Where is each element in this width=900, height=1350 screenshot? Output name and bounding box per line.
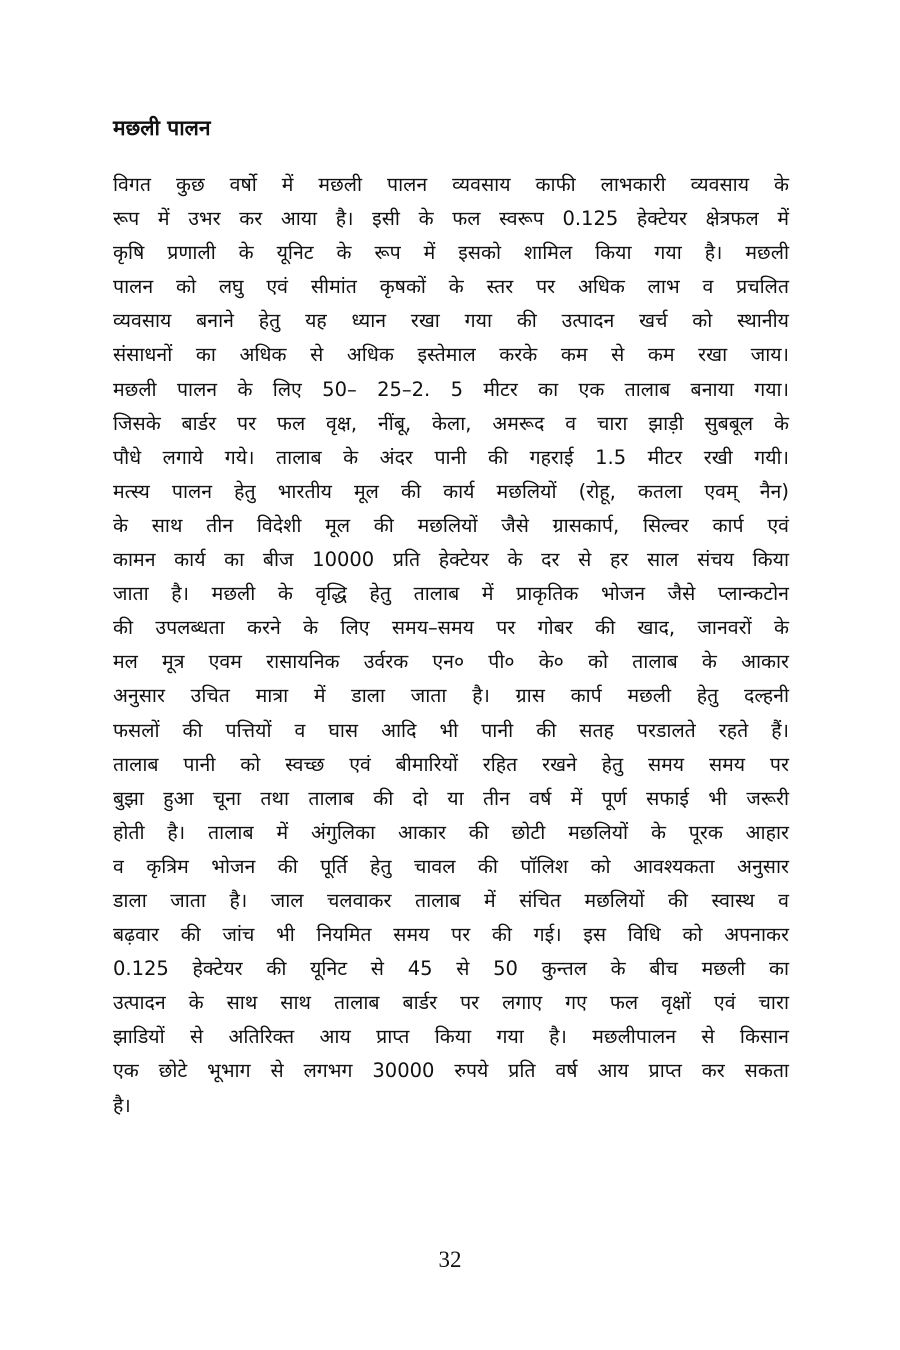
paragraph-line: संसाधनों का अधिक से अधिक इस्तेमाल करके कम से कम रखा जाय। [113, 343, 789, 367]
paragraph-line: उत्पादन के साथ साथ तालाब बार्डर पर लगाए गए फल वृक्षों एवं चारा [113, 991, 789, 1015]
paragraph-line: होती है। तालाब में अंगुलिका आकार की छोटी मछलियों के पूरक आहार [113, 820, 789, 844]
paragraph-line: के साथ तीन विदेशी मूल की मछलियों जैसे ग्रासकार्प, सिल्वर कार्प एवं [113, 513, 789, 537]
paragraph-line: मछली पालन के लिए 50– 25–2. 5 मीटर का एक तालाब बनाया गया। [113, 377, 789, 401]
paragraph-line: जिसके बार्डर पर फल वृक्ष, नींबू, केला, अमरूद व चारा झाड़ी सुबबूल के [113, 411, 789, 435]
body-paragraph [113, 168, 789, 1123]
paragraph-line: अनुसार उचित मात्रा में डाला जाता है। ग्रास कार्प मछली हेतु दल्हनी [113, 684, 789, 708]
paragraph-line: डाला जाता है। जाल चलवाकर तालाब में संचित मछलियों की स्वास्थ व [113, 888, 789, 912]
paragraph-line: कृषि प्रणाली के यूनिट के रूप में इसको शामिल किया गया है। मछली [113, 241, 789, 265]
page-number: 32 [438, 1247, 462, 1272]
paragraph-line: कामन कार्य का बीज 10000 प्रति हेक्टेयर के दर से हर साल संचय किया [113, 548, 789, 572]
section-heading: मछली पालन [113, 116, 211, 140]
paragraph-line: व्यवसाय बनाने हेतु यह ध्यान रखा गया की उत्पादन खर्च को स्थानीय [113, 309, 789, 333]
paragraph-line: जाता है। मछली के वृद्धि हेतु तालाब में प्राकृतिक भोजन जैसे प्लान्कटोन [113, 582, 789, 606]
paragraph-line: रूप में उभर कर आया है। इसी के फल स्वरूप 0.125 हेक्टेयर क्षेत्रफल में [113, 207, 789, 231]
paragraph-line: व कृत्रिम भोजन की पूर्ति हेतु चावल की पॉलिश को आवश्यकता अनुसार [113, 854, 789, 878]
paragraph-line: पालन को लघु एवं सीमांत कृषकों के स्तर पर अधिक लाभ व प्रचलित [113, 275, 789, 299]
paragraph-line: मल मूत्र एवम रासायनिक उर्वरक एन० पी० के० को तालाब के आकार [113, 650, 789, 674]
paragraph-line: की उपलब्धता करने के लिए समय–समय पर गोबर की खाद, जानवरों के [113, 616, 789, 640]
paragraph-line: एक छोटे भूभाग से लगभग 30000 रुपये प्रति वर्ष आय प्राप्त कर सकता [113, 1059, 789, 1083]
paragraph-line: तालाब पानी को स्वच्छ एवं बीमारियों रहित रखने हेतु समय समय पर [113, 752, 789, 776]
paragraph-line: मत्स्य पालन हेतु भारतीय मूल की कार्य मछलियों (रोहू, कतला एवम् नैन) [113, 479, 789, 503]
paragraph-line: पौधे लगाये गये। तालाब के अंदर पानी की गहराई 1.5 मीटर रखी गयी। [113, 445, 789, 469]
paragraph-line: विगत कुछ वर्षो में मछली पालन व्यवसाय काफी लाभकारी व्यवसाय के [113, 173, 789, 196]
paragraph-line: है। [113, 1093, 131, 1117]
paragraph-line: झाडियों से अतिरिक्त आय प्राप्त किया गया है। मछलीपालन से किसान [113, 1025, 789, 1049]
paragraph-line: बढ़वार की जांच भी नियमित समय पर की गई। इस विधि को अपनाकर [113, 923, 789, 947]
paragraph-line: फसलों की पत्तियों व घास आदि भी पानी की सतह परडालते रहते हैं। [113, 718, 789, 742]
paragraph-line: 0.125 हेक्टेयर की यूनिट से 45 से 50 कुन्तल के बीच मछली का [113, 957, 789, 981]
paragraph-line: बुझा हुआ चूना तथा तालाब की दो या तीन वर्ष में पूर्ण सफाई भी जरूरी [113, 786, 789, 810]
